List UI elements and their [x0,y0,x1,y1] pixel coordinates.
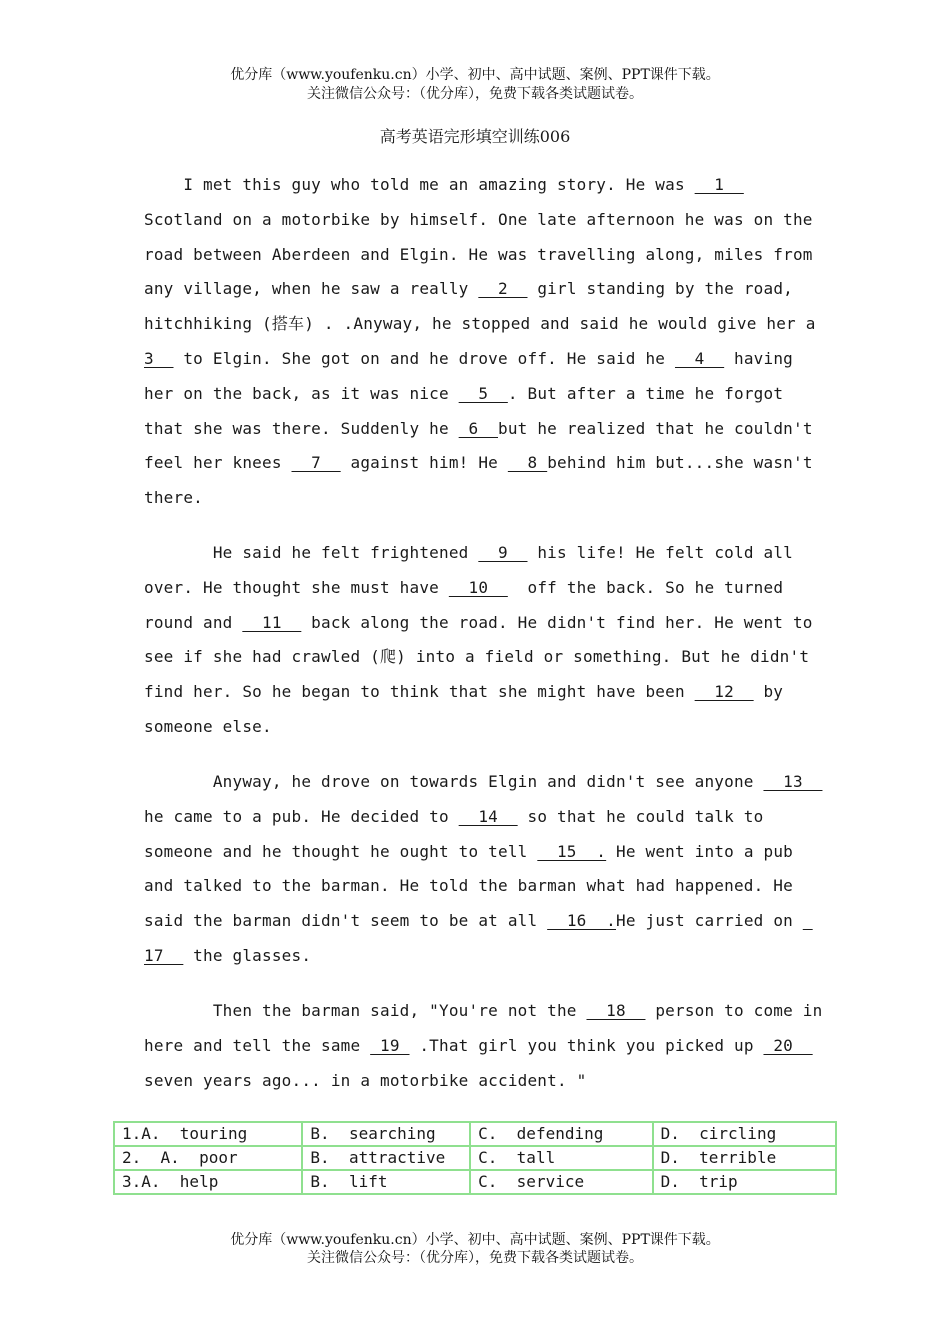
passage-text: the glasses. [183,946,312,965]
passage-text: so that he could talk to [517,806,764,826]
answer-blank: _ [802,911,813,931]
passage-text: any village, when he saw a really [144,279,479,299]
passage-text: to Elgin. She got on and he drove off. He said he [173,349,675,368]
passage-line [144,807,763,827]
option-cell: D. circling [653,1122,836,1146]
options-row [114,1146,836,1170]
passage-line [144,578,783,598]
passage-line [144,1001,822,1021]
passage-line [144,314,816,334]
passage-text: by [753,682,784,702]
passage-line [144,613,813,633]
option-cell: 3.A. help [114,1170,302,1194]
option-cell: B. searching [302,1122,470,1146]
passage-line [144,772,822,792]
passage-text: see if she had crawled (爬) into a field or something. But he didn't [144,647,810,667]
footer-line-2: 关注微信公众号：（优分库），免费下载各类试题试卷。 [307,1250,643,1266]
passage-text: that she was there. Suddenly he [144,418,459,438]
answer-blank: 11 [242,612,302,632]
passage-text: Anyway, he drove on towards Elgin and didn't see anyone [144,772,764,791]
header-line-2: 关注微信公众号：（优分库），免费下载各类试题试卷。 [307,86,643,102]
passage-text: He went into a pub [606,841,793,861]
passage-text: Then the barman said, "You're not the [144,1001,587,1020]
option-cell: D. terrible [653,1146,836,1170]
passage-text: round and [144,612,243,632]
passage-line [144,717,272,737]
passage-line [144,453,813,473]
passage-text: Scotland on a motorbike by himself. One late afternoon he was on the [144,209,813,229]
passage-line [144,419,813,439]
passage-text: hitchhiking (搭车) . .Anyway, he stopped and said he would give her a [144,314,816,334]
header-line-1: 优分库（www.youfenku.cn）小学、初中、高中试题、案例、PPT课件下载。 [230,67,720,83]
passage-text: feel her knees [144,453,292,473]
answer-blank: 4 [674,349,725,368]
answer-blank: 7 [291,453,341,473]
passage-line [144,876,793,896]
answer-blank: 8 [507,453,548,473]
answer-blank: 18 [586,1001,646,1020]
answer-blank: 19 [370,1035,410,1055]
answer-blank: 3 [144,349,174,368]
passage-text: over. He thought she must have [144,577,449,597]
option-cell: B. attractive [302,1146,470,1170]
answer-blank: 14 [458,806,518,826]
passage-text: having [724,349,793,368]
passage-text: He said he felt frightened [144,543,479,562]
option-cell: C. service [470,1170,652,1194]
option-cell: B. lift [302,1170,470,1194]
answer-blank: 12 [694,682,754,702]
answer-blank: 6 [458,418,498,438]
passage-line [144,946,311,966]
options-table [113,1121,837,1195]
answer-blank: 10 [448,577,508,597]
passage-line [144,543,793,563]
answer-blank: 17 [144,946,184,965]
passage-text: off the back. So he turned [507,577,784,597]
passage-text: road between Aberdeen and Elgin. He was travelling along, miles from [144,244,813,264]
answer-blank: 2 [478,279,528,299]
answer-blank: 1 [694,175,744,194]
option-cell: C. defending [470,1122,652,1146]
passage-line [144,210,813,230]
passage-text: said the barman didn't seem to be at all [144,911,548,931]
passage-text: he came to a pub. He decided to [144,806,459,826]
answer-blank: 16 . [547,911,616,931]
option-cell: 1.A. touring [114,1122,302,1146]
passage-line [144,911,813,931]
passage-line [144,1036,813,1056]
passage-line [144,279,793,299]
passage-text: seven years ago... in a motorbike accident. " [144,1070,587,1090]
passage-text: someone else. [144,717,272,736]
options-row [114,1122,836,1146]
passage-text: here and tell the same [144,1035,371,1055]
answer-blank: 5 [458,383,508,403]
passage-line [144,647,809,667]
passage-text: against him! He [340,453,508,473]
answer-blank: 9 [478,543,528,562]
answer-blank: 20 [763,1035,813,1055]
passage-text: her on the back, as it was nice [144,383,459,403]
passage-text: person to come in [645,1001,823,1020]
passage-line [144,175,744,195]
passage-line [144,842,793,862]
passage-text: I met this guy who told me an amazing story. He was [144,175,695,194]
passage-text: .That girl you think you picked up [409,1035,764,1055]
answer-blank: 13 [763,772,823,791]
option-cell: C. tall [470,1146,652,1170]
passage-text: find her. So he began to think that she might have been [144,682,695,702]
options-row [114,1170,836,1194]
passage-text: and talked to the barman. He told the barman what had happened. He [144,876,793,896]
passage-line [144,384,783,404]
passage-text: back along the road. He didn't find her. He went to [301,612,813,632]
passage-line [144,349,793,369]
passage-line [144,682,783,702]
footer-line-1: 优分库（www.youfenku.cn）小学、初中、高中试题、案例、PPT课件下载。 [230,1232,720,1248]
page-title: 高考英语完形填空训练006 [379,127,571,146]
passage-text: . But after a time he forgot [507,383,784,403]
passage-text: He just carried on [616,911,803,931]
passage-line [144,488,203,508]
answer-blank: 15 . [537,841,607,861]
passage-line [144,245,813,265]
passage-text: his life! He felt cold all [527,543,793,562]
passage-line [144,1071,586,1091]
option-cell: 2. A. poor [114,1146,302,1170]
option-cell: D. trip [653,1170,836,1194]
passage-text: behind him but...she wasn't [547,453,813,473]
passage-text: but he realized that he couldn't [498,418,813,438]
passage-text: there. [144,488,203,508]
passage-text: someone and he thought he ought to tell [144,841,538,861]
passage-text: girl standing by the road, [527,279,793,299]
